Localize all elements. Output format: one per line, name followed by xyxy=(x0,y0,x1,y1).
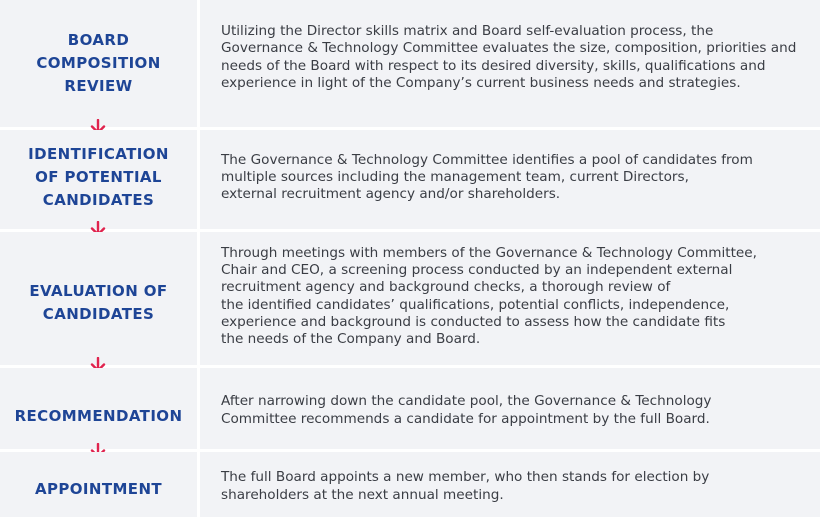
step-description-cell xyxy=(200,452,820,517)
step-description-cell xyxy=(200,130,820,229)
step-description: The full Board appoints a new member, who then stands for election by shareholders at the next annual meeting. xyxy=(221,469,710,503)
step-recommendation xyxy=(0,368,820,449)
step-description: After narrowing down the candidate pool, the Governance & Technology Committee recommends a candidate for appointment by the full Board. xyxy=(221,393,712,427)
step-title-cell xyxy=(0,232,197,365)
step-identification-of-potential-candidates xyxy=(0,130,820,229)
step-appointment xyxy=(0,452,820,517)
step-description: The Governance & Technology Committee identifies a pool of candidates from multiple sources including the management team, current Directors, external recruitment agency and/or shareholders. xyxy=(221,151,753,203)
step-evaluation-of-candidates xyxy=(0,232,820,365)
step-title: APPOINTMENT xyxy=(34,480,163,498)
step-title-cell xyxy=(0,0,197,127)
step-title-cell xyxy=(0,452,197,517)
step-description-cell xyxy=(200,232,820,365)
step-title: IDENTIFICATION OF POTENTIAL CANDIDATES xyxy=(28,145,169,209)
step-title-cell xyxy=(0,368,197,449)
step-title: BOARD COMPOSITION REVIEW xyxy=(36,31,161,95)
step-description: Utilizing the Director skills matrix and Board self-evaluation process, the Governance & Technology Committee evaluates the size, composition, priorities and needs of the Board with respect to its desired diversity, skills, qualifications and experience in light of the Company’s current business needs and strategies. xyxy=(221,23,797,91)
step-title: EVALUATION OF CANDIDATES xyxy=(29,281,168,323)
step-description: Through meetings with members of the Governance & Technology Committee, Chair and CEO, a screening process conducted by an independent external recruitment agency and background checks, a thorough review of the identified candidates’ qualifications, potential conflicts, independence, experience and background is conducted to assess how the candidate fits the needs of the Company and Board. xyxy=(221,244,757,347)
step-description-cell xyxy=(200,0,820,127)
step-title: RECOMMENDATION xyxy=(14,407,183,425)
step-description-cell xyxy=(200,368,820,449)
step-board-composition-review xyxy=(0,0,820,127)
step-title-cell xyxy=(0,130,197,229)
